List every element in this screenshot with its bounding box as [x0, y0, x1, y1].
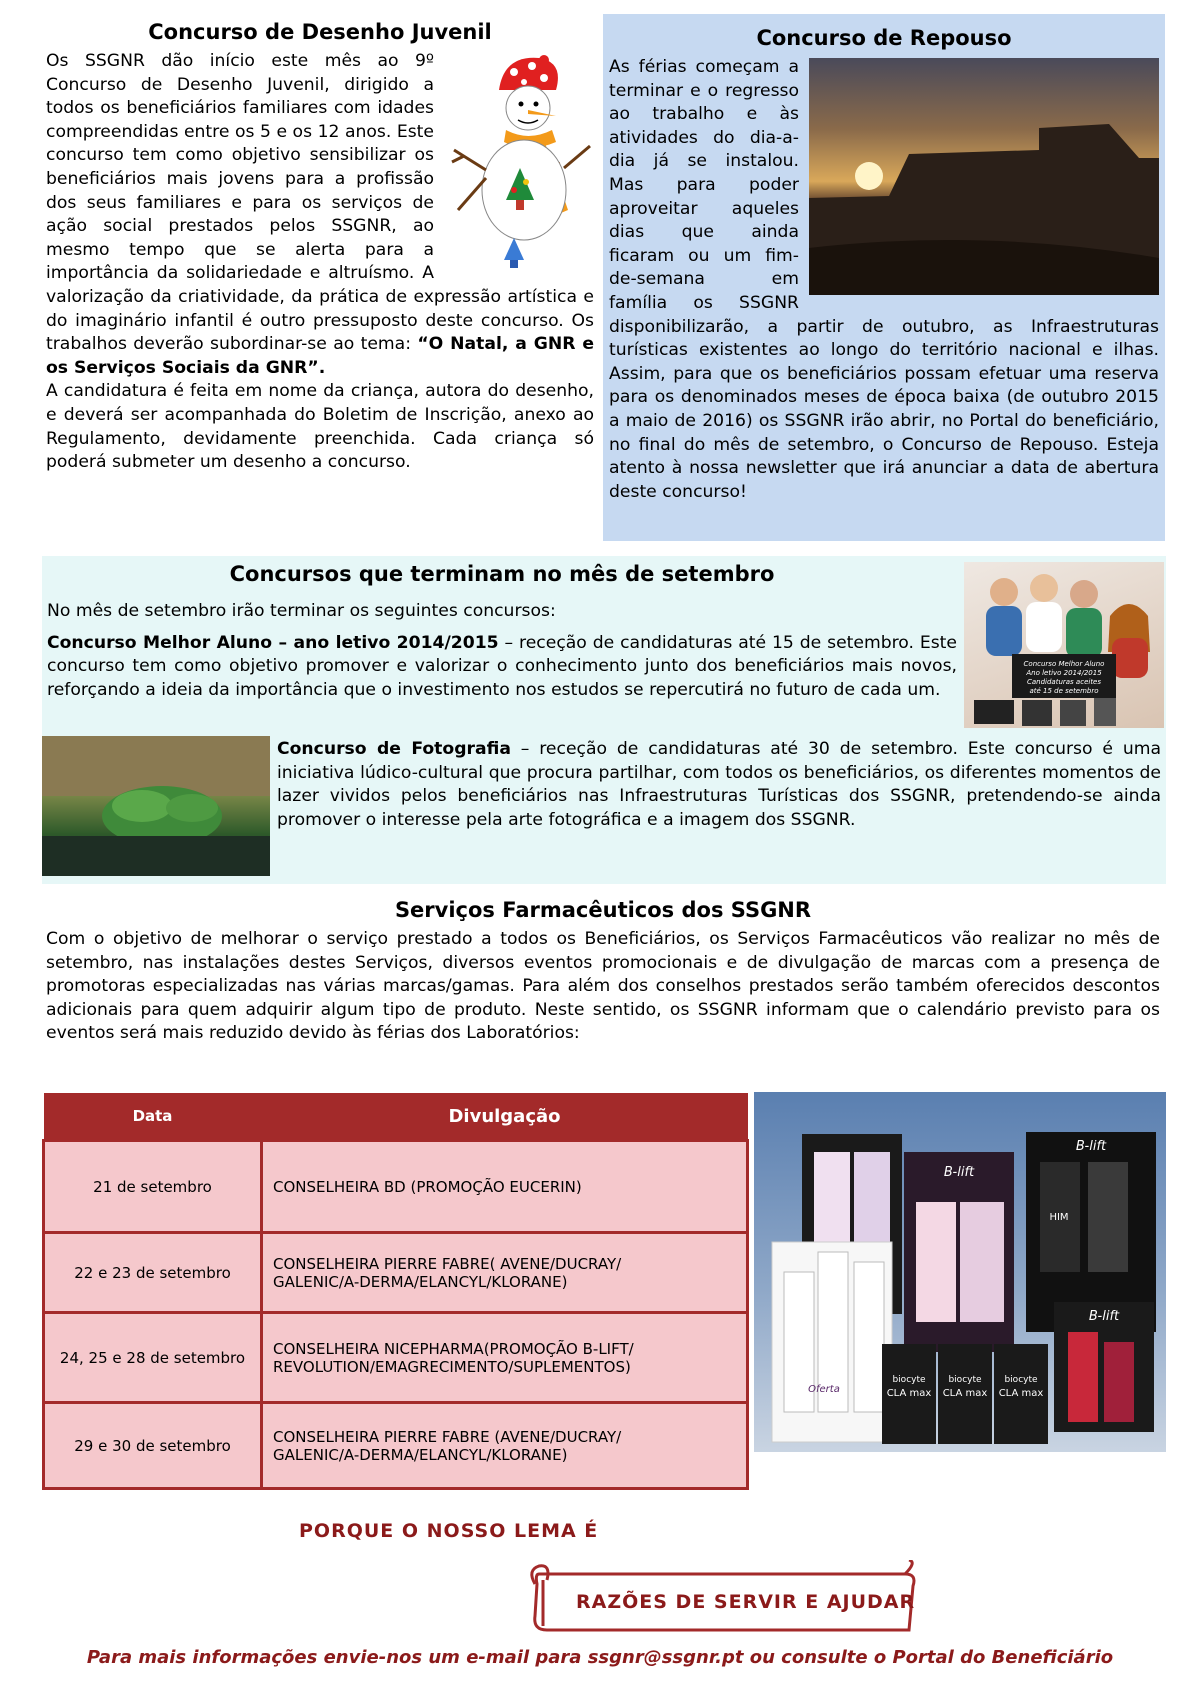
terminam-title: Concursos que terminam no mês de setembro [229, 562, 775, 586]
brand-label: CLA max [942, 1388, 988, 1399]
desenho-theme: “O Natal, a GNR e os Serviços Sociais da GNR”. [46, 334, 594, 378]
motto-text: RAZÕES DE SERVIR E AJUDAR [576, 1591, 916, 1613]
brand-label: HIM [1049, 1212, 1069, 1223]
offer-label: Oferta [808, 1384, 840, 1395]
aluno-label: Concurso Melhor Aluno – ano letivo 2014/2015 [47, 632, 499, 653]
brand-label: biocyte [892, 1375, 926, 1385]
terminam-section [42, 556, 1166, 884]
table-row [44, 1313, 748, 1403]
foto-paragraph [277, 738, 1161, 832]
desc-line: REVOLUTION/EMAGRECIMENTO/SUPLEMENTOS) [273, 1357, 631, 1376]
table-header-divulgacao: Divulgação [262, 1093, 748, 1141]
footer-contact: Para mais informações envie-nos um e-mail para ssgnr@ssgnr.pt ou consulte o Portal do Beneficiário [86, 1647, 1114, 1668]
events-table [42, 1093, 749, 1490]
motto-intro: PORQUE O NOSSO LEMA É [299, 1520, 599, 1542]
table-cell-desc [262, 1141, 748, 1233]
foto-text: – receção de candidaturas até 30 de setembro. Este concurso é uma iniciativa lúdico-cultural que procura partilhar, com todos os beneficiários, os diferentes momentos de lazer vividos pelos beneficiários nas Infraestruturas Turísticas dos SSGNR, pretendendo-se ainda promover o interesse pela arte fotográfica e a imagem dos SSGNR. [277, 739, 1161, 830]
repouso-title: Concurso de Repouso [756, 26, 1012, 50]
desenho-text: Os SSGNR dão início este mês ao 9º Concurso de Desenho Juvenil, dirigido a todos os beneficiários familiares com idades compreendidas entre os 5 e os 12 anos. Este concurso tem como objetivo sensibilizar os beneficiários mais jovens para a profissão dos seus familiares e para os serviços de ação social prestados pelos SSGNR, ao mesmo tempo que se alerta para a importância da solidariedade e altruísmo. A valorização da criatividade, da prática de expressão artística e do imaginário infantil é outro pressuposto deste concurso. Os trabalhos deverão subordinar-se ao tema: [46, 51, 594, 355]
brand-label: biocyte [948, 1375, 982, 1385]
desc-line: GALENIC/A-DERMA/ELANCYL/KLORANE) [273, 1445, 568, 1464]
poster-line-1: Concurso Melhor Aluno [1023, 660, 1105, 668]
table-cell-desc [262, 1233, 748, 1313]
repouso-section [603, 14, 1165, 541]
table-header-data: Data [44, 1093, 262, 1141]
desc-line: CONSELHEIRA NICEPHARMA(PROMOÇÃO B-LIFT/ [273, 1339, 634, 1358]
table-cell-date: 24, 25 e 28 de setembro [44, 1313, 262, 1403]
desenho-paragraph-2: A candidatura é feita em nome da criança, autora do desenho, e deverá ser acompanhada do Boletim de Inscrição, anexo ao Regulamento, devidamente preenchida. Cada criança só poderá submeter um desenho a concurso. [46, 381, 594, 473]
desc-line: CONSELHEIRA PIERRE FABRE (AVENE/DUCRAY/ [273, 1427, 622, 1446]
table-cell-date: 21 de setembro [44, 1141, 262, 1233]
desc-line: CONSELHEIRA PIERRE FABRE( AVENE/DUCRAY/ [273, 1254, 622, 1273]
students-photo [964, 562, 1164, 728]
aluno-text: – receção de candidaturas até 15 de setembro. Este concurso tem como objetivo promover e valorizar o conhecimento junto dos beneficiários mais novos, reforçando a ideia da importância que o investimento nos estudos se repercutirá no futuro de cada um. [47, 632, 957, 700]
pond-photo [42, 736, 270, 876]
table-row [44, 1403, 748, 1489]
farma-section [46, 898, 1160, 1046]
brand-label: B-lift [1075, 1139, 1107, 1154]
repouso-paragraph: As férias começam a terminar e o regresso ao trabalho e às atividades do dia-a-dia já se instalou. Mas para poder aproveitar aqueles dias que ainda ficaram ou um fim-de-semana em família os SSGNR disponibilizarão, a partir de outubro, as Infraestruturas turísticas existentes ao longo do território nacional e ilhas. Assim, para que os beneficiários possam efetuar uma reserva para os denominados meses de época baixa (de outubro 2015 a maio de 2016) os SSGNR irão abrir, no Portal do beneficiário, no final do mês de setembro, o Concurso de Repouso. Esteja atento à nossa newsletter que irá anunciar a data de abertura deste concurso! [609, 57, 1159, 502]
aluno-paragraph [47, 632, 957, 703]
desenho-title: Concurso de Desenho Juvenil [148, 20, 492, 44]
desc-line: GALENIC/A-DERMA/ELANCYL/KLORANE) [273, 1272, 568, 1291]
table-cell-desc [262, 1313, 748, 1403]
brand-label: CLA max [886, 1388, 932, 1399]
brand-label: CLA max [998, 1388, 1044, 1399]
table-cell-date: 22 e 23 de setembro [44, 1233, 262, 1313]
table-header-row [44, 1093, 748, 1141]
terminam-intro: No mês de setembro irão terminar os seguintes concursos: [47, 601, 556, 621]
snowman-illustration [444, 50, 594, 280]
desc-line: CONSELHEIRA BD (PROMOÇÃO EUCERIN) [273, 1177, 582, 1196]
brand-label: B-lift [1088, 1309, 1120, 1324]
farma-paragraph: Com o objetivo de melhorar o serviço prestado a todos os Beneficiários, os Serviços Farmacêuticos vão realizar no mês de setembro, nas instalações destes Serviços, diversos eventos promocionais e de divulgação de marcas com a presença de promotoras especializadas nas várias marcas/gamas. Para além dos conselhos prestados serão também oferecidos descontos adicionais para quem adquirir algum tipo de produto. Neste sentido, os SSGNR informam que o calendário previsto para os eventos será mais reduzido devido às férias dos Laboratórios: [46, 929, 1160, 1044]
table-cell-desc [262, 1403, 748, 1489]
brand-label: biocyte [1004, 1375, 1038, 1385]
desenho-section [46, 20, 594, 475]
poster-line-4: até 15 de setembro [1029, 687, 1099, 695]
poster-line-2: Ano letivo 2014/2015 [1026, 669, 1102, 677]
table-row [44, 1233, 748, 1313]
table-row [44, 1141, 748, 1233]
terminam-body [47, 600, 957, 702]
castle-sunset-photo [809, 58, 1159, 295]
table-cell-date: 29 e 30 de setembro [44, 1403, 262, 1489]
foto-label: Concurso de Fotografia [277, 739, 511, 759]
poster-line-3: Candidaturas aceites [1026, 678, 1102, 686]
pharmacy-products-photo [754, 1092, 1166, 1452]
farma-title: Serviços Farmacêuticos dos SSGNR [394, 898, 812, 922]
brand-label: B-lift [943, 1165, 975, 1180]
